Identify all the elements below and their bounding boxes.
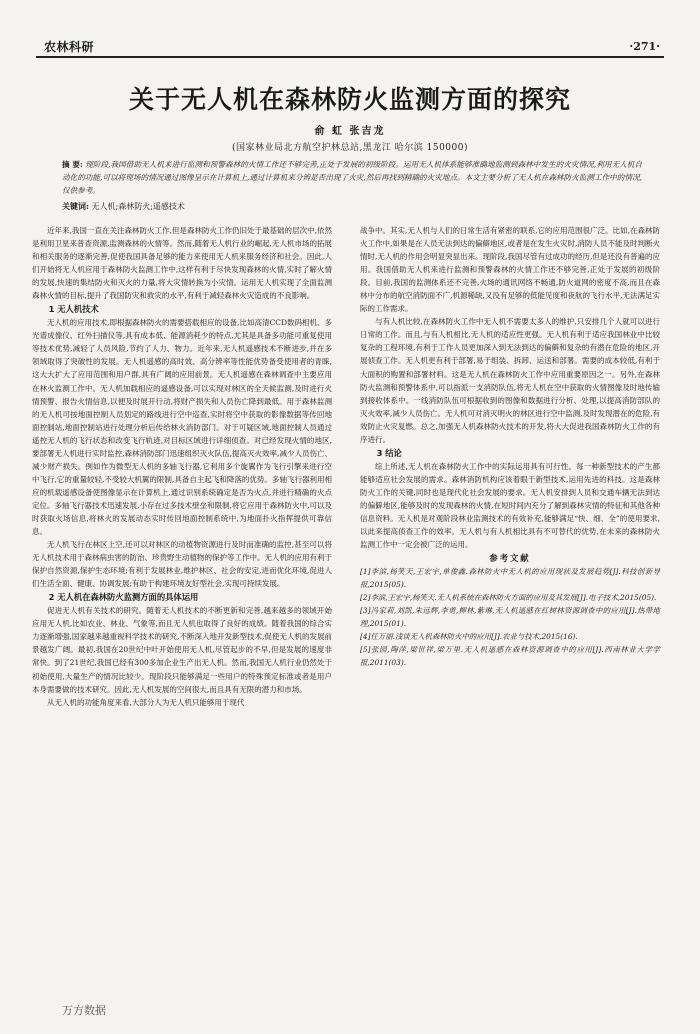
section-2-heading: 2 无人机在森林防火监测方面的具体运用 [48,592,199,603]
article-affiliation: (国家林业局北方航空护林总站,黑龙江 哈尔滨 150000) [232,143,468,153]
intro-paragraph: 近年来,我国一直在关注森林防火工作,但是森林防火工作仍旧处于最基础的层次中,依然是利用卫星来普查资源,监测森林的火情等。然而,随着无人机行业的崛起,无人机市场的拓展和相关服务的逐渐完善,促使我国具备足够的能力来使用无人机来服务经济和社会。因此,人们开始将无人机应用于森林防火监测工作中,这样有利于尽快发现森林的火情,实时了解火情的发展,快速的集结防火和灭火的力量,将大灾情转换为小灾情。运用无人机实现了全面监测森林火情的目标,提升了我国防灾和救灾的水平,有利于减轻森林火灾造成的不良影响。 [32,226,332,301]
keywords-label: 关键词: [62,201,89,211]
journal-section-name: 农林科研 [44,40,95,54]
abstract [62,158,642,197]
right-column [360,224,660,669]
reference-item: [3]冯家莉,刘凯,朱远辉,李勇,柳林,紫琳.无人机遥感在红树林资源调查中的应用[J].热带地理,2015(01). [360,606,660,629]
keywords [62,200,642,213]
keywords-text: 无人机;森林防火;遥感技术 [91,202,185,211]
reference-item: [5]张园,陶萍,梁世祥,梁万里.无人机遥感在森林资源调查中的应用[J].西南林业大学学报,2011(03). [360,645,660,668]
reference-item: [2]李滨,王宏宇,杨笑天.无人机系统在森林防火方面的应用及其发展[J].电子技术,2015(05). [360,593,657,603]
article-authors: 俞 虹 张吉龙 [314,126,386,137]
section-1-paragraph: 无人机的应用技术,即根据森林防火的需要搭载相应的设备,比如高清CCD数码相机、多光谱成像仪、红外扫描仪等,具有成本低、能源消耗少的特点,尤其是具备多功能可重复使用等技术优势,减轻了人员风险,节约了人力、物力。近年来,无人机遥感技术不断进步,并在多领域取得了突破性的发展。无人机遥感的高时效、高分辨率等性能优势备受使用者的青睐,这大大扩大了应用范围和用户群,具有广阔的应用前景。无人机遥感在森林调查中主要应用在林火监测工作中。无人机加载相应的遥感设备,可以实现对林区的全天候监测,及时进行火情预警、报告火情信息,以便及时展开行动,将财产损失和人员伤亡降到最低。用于森林监测的无人机可按地面控制人员划定的路线进行空中巡查,实时将空中获取的影像数据等传回地面控制站,地面控制站进行处理分析后传给林火消防部门。对于可疑区域,地面控制人员通过遥控无人机的飞行状态和改变飞行轨迹,对目标区域进行详细侦查。对已经发现火情的地区,要部署无人机进行实时监控,森林消防部门迅速组织灭火队伍,提高灭火效率,减少人员伤亡、减少财产损失。例如作为微型无人机的多轴飞行器,它利用多个旋翼作为飞行引擎来进行空中飞行,它的重量较轻,不受较大机翼的限制,具备自主起飞和降落的优势。多轴飞行器利用相应的机载遥感设备使图像显示在计算机上,通过识别系统确定是否为火点,并进行精确的火点定位。多轴飞行器技术迅速发展,小存在过多技术壁垒和限制,将它应用于森林防火中,可以及时获取火场信息,将林火的发展动态实时传回地面控制系统中,为地面扑火指挥提供可靠信息。 [32,318,332,537]
body-paragraph: 战争中。其实,无人机与人们的日常生活有紧密的联系,它的应用范围很广泛。比如,在森林防火工作中,如果是在人员无法到达的偏僻地区,或者是在发生火灾时,消防人员不能及时判断火情时,无人机的作用会明显突显出来。现阶段,我国尽管有过成功的经历,但是还没有普遍的应用。我国借助无人机来进行监测和预警森林的火情工作还不够完善,正处于发展的初级阶段。目前,我国的监测体系还不完善,火场的通讯网络不畅通,防火道网的密度不高,而且在森林中分布的航空消防面不广,机源稀缺,又没有足够的低能见度和夜航的飞行水平,无法满足实际的工作需求。 [360,226,660,314]
references-heading: 参考文献 [489,553,531,564]
section-3-heading: 3 结论 [376,447,402,458]
section-1-paragraph: 无人机飞行在林区上空,还可以对林区的动植物资源进行及时而准确的监控,甚至可以将无人机技术用于森林病虫害的防治、珍贵野生动植物的保护等工作中。无人机的应用有利于保护自然资源,保护生态环境;有利于发展林业,维护林区、社会的安定,进而优化环境,促进人们生活全面、健康、协调发展;有助于构建环境友好型社会,实现可持续发展。 [32,540,332,589]
section-1-heading: 1 无人机技术 [48,304,99,315]
reference-item: [4]任万丽.浅谈无人机森林防火中的应用[J].农业与技术,2015(16). [360,632,578,642]
section-2-paragraph: 从无人机的功能角度来看,大部分人为无人机只能够用于现代 [47,697,245,707]
body-paragraph: 与有人机比较,在森林防火工作中无人机不需要太多人的维护,只安排几个人就可以进行日常的工作。而且,与有人机相比,无人机的适应性更强。无人机有利于适应我国林业中比较复杂的工程环境,有利于工作人员更加深入到无法到达的偏僻和复杂的有潜在危险的地区,开展侦查工作。无人机更有利于部署,易于组装、拆卸、运送和部署。需要的成本较低,有利于大面积的购置和部署材料。这是无人机在森林防火工作中应用重要原因之一。另外,在森林防火监测和预警体系中,可以指派一支消防队伍,将无人机在空中获取的火情图像及时地传输到接收体系中。一线消防队伍可根据收到的图像和数据进行分析、处理,以提高消防部队的灭火效率,减少人员伤亡。无人机可对消灭明火的林区进行空中监测,及时发现潜在的危险,有效防止火灾复燃。总之,加强无人机森林防火技术的开发,将大大促进我国森林防火工作的有序进行。 [360,317,660,444]
conclusion-paragraph: 综上所述,无人机在森林防火工作中的实际运用具有可行性。每一种新型技术的产生都能够适应社会发展的需求。森林消防机构应该着眼于新型技术,运用先进的科技。这是森林防火工作的关键,同时也是现代化社会发展的要求。无人机安排到人员和交通车辆无法到达的偏僻地区,能够及时的发现森林的火情,在短时间内充分了解到森林灾情的特征和其他各种信息资料。无人机是对观阶段林业监测技术的有效补充,能够满足“快、细、全”的使用要求,以此来提高侦查工作的效率。无人机与有人机相比具有不可替代的优势,在未来的森林防火监测工作中一定会被广泛的运用。 [360,461,660,550]
watermark-text: 万方数据 [62,1004,106,1017]
page-number: ·271· [629,40,660,53]
article-title: 关于无人机在森林防火监测方面的探究 [128,85,571,114]
header-divider [36,56,664,58]
abstract-label: 摘 要: [62,160,83,169]
references-list [360,565,660,669]
abstract-text: 现阶段,我国借助无人机来进行监测和预警森林的火情工作还不够完善,正处于发展的初级阶段。运用无人机体系能够准确地监测到森林中发生的火灾情况,利用无人机自动化的功能,可以将现场的情况通过图像呈示在计算机上,通过计算机来分辨是否出现了火灾,然后再找到精确的火灾地点。本文主要分析了无人机在森林防火监测工作中的情况,仅供参考。 [62,160,642,195]
reference-item: [1]李滨,杨笑天,王宏宇,单俊鑫.森林防火中无人机的应用现状及发展趋势[J].科技创新导报,2015(05). [360,567,660,590]
left-column [32,224,332,709]
section-2-paragraph: 促进无人机有关技术的研究。随着无人机技术的不断更新和完善,越来越多的领域开始应用无人机,比如农业、林业、气象等,而且无人机也取得了良好的成绩。随着我国的综合实力逐渐增强,国家越来越重视科学技术的研究,不断深入地开发新型技术,促使无人机的发展前景越发广阔。最初,我国在20世纪中叶开始使用无人机,尽管起步的不早,但是发展的速度非常快。到了21世纪,我国已经有300多加企业生产出无人机。然而,我国无人机行业仍然处于初始使用,大量生产的情况比较少。现阶段只能够满足一些用户的特殊预定标准或者是用户本身需要做的技术研究。因此,无人机发展的空间很大,而且具有无限的潜力和市场。 [32,606,332,694]
